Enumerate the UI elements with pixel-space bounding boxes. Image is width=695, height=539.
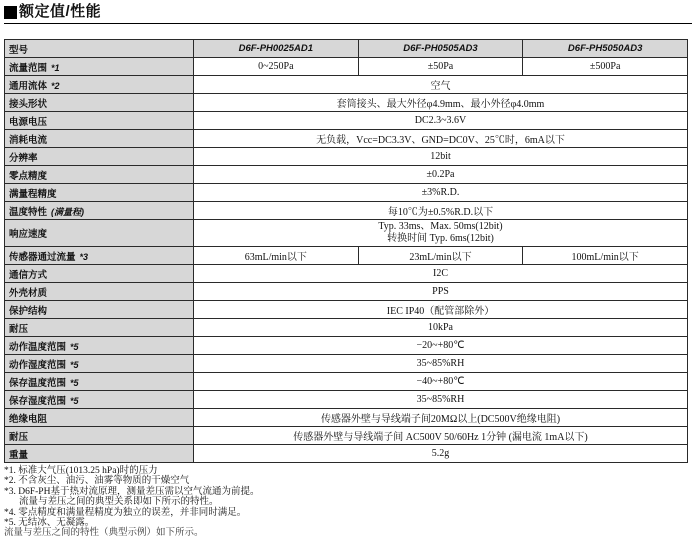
spec-value: 23mL/min以下 bbox=[358, 247, 523, 265]
spec-row bbox=[5, 265, 688, 283]
spec-value: ±50Pa bbox=[358, 58, 523, 76]
spec-value: ±3%R.D. bbox=[194, 184, 688, 202]
clipped-bottom-line bbox=[4, 528, 695, 539]
spec-row-label bbox=[5, 148, 194, 166]
spec-row-label-text: 传感器通过流量 bbox=[9, 251, 76, 263]
spec-value: I2C bbox=[194, 265, 688, 283]
spec-row-label-text: 绝缘电阻 bbox=[9, 413, 48, 425]
spec-row-label bbox=[5, 427, 194, 445]
spec-row-footnote-ref: (满量程) bbox=[51, 206, 85, 217]
spec-row-label bbox=[5, 373, 194, 391]
spec-row-label-text: 响应速度 bbox=[9, 229, 48, 240]
spec-row-label bbox=[5, 391, 194, 409]
spec-row-footnote-ref: *1 bbox=[51, 62, 60, 73]
spec-row bbox=[5, 301, 688, 319]
spec-row-footnote-ref: *5 bbox=[70, 377, 79, 388]
spec-row-label-text: 接头形状 bbox=[9, 98, 48, 110]
model-name: D6F-PH0025AD1 bbox=[194, 40, 359, 58]
spec-row bbox=[5, 220, 688, 247]
spec-row-label-text: 耐压 bbox=[9, 431, 29, 443]
spec-row-label-text: 零点精度 bbox=[9, 170, 48, 182]
model-name: D6F-PH5050AD3 bbox=[523, 40, 688, 58]
spec-row-footnote-ref: *5 bbox=[70, 359, 79, 370]
spec-row bbox=[5, 76, 688, 94]
spec-row-label bbox=[5, 283, 194, 301]
spec-row bbox=[5, 445, 688, 463]
title-rule bbox=[4, 23, 692, 24]
spec-row bbox=[5, 166, 688, 184]
spec-row bbox=[5, 355, 688, 373]
spec-row-footnote-ref: *5 bbox=[70, 341, 79, 352]
section-title-text: 额定值/性能 bbox=[19, 3, 102, 20]
spec-header-row bbox=[5, 40, 688, 58]
spec-value: 空气 bbox=[194, 76, 688, 94]
spec-row-footnote-ref: *5 bbox=[70, 395, 79, 406]
spec-value: 传感器外壁与导线端子间20MΩ以上(DC500V绝缘电阻) bbox=[194, 409, 688, 427]
spec-row-label bbox=[5, 445, 194, 463]
spec-row-label bbox=[5, 337, 194, 355]
spec-row-footnote-ref: *3 bbox=[79, 251, 89, 262]
footnote-line: *2. 不含灰尘、油污、油雾等物质的干燥空气 bbox=[4, 476, 190, 487]
spec-row-label-text: 重量 bbox=[9, 449, 29, 461]
spec-table bbox=[4, 39, 688, 463]
spec-row-label-text: 电源电压 bbox=[9, 116, 48, 128]
footnote-line: *4. 零点精度和满量程精度为独立的误差，并非同时满足。 bbox=[4, 507, 247, 518]
footnote-line: 流量与差压之间的典型关系即如下所示的特性。 bbox=[19, 497, 219, 508]
spec-row bbox=[5, 202, 688, 220]
spec-row bbox=[5, 283, 688, 301]
spec-value: 35~85%RH bbox=[194, 355, 688, 373]
spec-row bbox=[5, 409, 688, 427]
spec-row-label-text: 通信方式 bbox=[9, 269, 48, 281]
footnote-line: *1. 标准大气压(1013.25 hPa)时的压力 bbox=[4, 466, 158, 476]
spec-row-label bbox=[5, 409, 194, 427]
spec-value-line: Typ. 33ms、Max. 50ms(12bit) bbox=[378, 221, 503, 232]
spec-value: 12bit bbox=[194, 148, 688, 166]
clipped-bottom-text: 流量与差压之间的特性（典型示例）如下所示。 bbox=[4, 528, 204, 539]
spec-row bbox=[5, 112, 688, 130]
spec-row-label-text: 满量程精度 bbox=[9, 188, 57, 200]
model-header-label: 型号 bbox=[5, 40, 194, 58]
spec-row-label-text: 动作湿度范围 bbox=[9, 359, 67, 371]
spec-row-label-text: 保存湿度范围 bbox=[9, 395, 67, 407]
spec-row-label-text: 动作温度范围 bbox=[9, 341, 67, 353]
spec-row bbox=[5, 247, 688, 265]
spec-value-multiline bbox=[194, 220, 688, 247]
spec-value: 63mL/min以下 bbox=[194, 247, 359, 265]
model-name: D6F-PH0505AD3 bbox=[358, 40, 523, 58]
footnote-line: *3. D6F-PH基于热对流原理，测量差压需以空气流通为前提。 bbox=[4, 486, 260, 497]
spec-row bbox=[5, 130, 688, 148]
spec-row-label bbox=[5, 112, 194, 130]
spec-row-label-text: 外壳材质 bbox=[9, 287, 48, 299]
spec-row-label bbox=[5, 265, 194, 283]
spec-row-label bbox=[5, 301, 194, 319]
spec-value: ±500Pa bbox=[523, 58, 688, 76]
spec-value: −20~+80℃ bbox=[194, 337, 688, 355]
spec-row-label-text: 消耗电流 bbox=[9, 134, 48, 146]
section-bullet-icon bbox=[4, 6, 17, 19]
section-title bbox=[4, 3, 695, 21]
spec-value: 每10℃为±0.5%R.D.以下 bbox=[194, 202, 688, 220]
spec-row bbox=[5, 184, 688, 202]
spec-row-label-text: 保存温度范围 bbox=[9, 377, 67, 389]
footnotes bbox=[4, 466, 695, 528]
spec-value: 10kPa bbox=[194, 319, 688, 337]
spec-row bbox=[5, 337, 688, 355]
spec-row-label-text: 耐压 bbox=[9, 323, 29, 335]
spec-value: 传感器外壁与导线端子间 AC500V 50/60Hz 1分钟 (漏电流 1mA以下) bbox=[194, 427, 688, 445]
spec-row bbox=[5, 373, 688, 391]
spec-value: 100mL/min以下 bbox=[523, 247, 688, 265]
spec-row-footnote-ref: *2 bbox=[51, 80, 60, 91]
spec-value: PPS bbox=[194, 283, 688, 301]
spec-value: 5.2g bbox=[194, 445, 688, 463]
spec-value: DC2.3~3.6V bbox=[194, 112, 688, 130]
spec-row-label bbox=[5, 355, 194, 373]
spec-row bbox=[5, 94, 688, 112]
spec-row-label-text: 分辨率 bbox=[9, 152, 38, 164]
spec-row-label bbox=[5, 202, 194, 220]
spec-value: 套筒接头、最大外径φ4.9mm、最小外径φ4.0mm bbox=[194, 94, 688, 112]
spec-value: 35~85%RH bbox=[194, 391, 688, 409]
spec-value: −40~+80℃ bbox=[194, 373, 688, 391]
spec-row bbox=[5, 391, 688, 409]
spec-row bbox=[5, 319, 688, 337]
spec-row-label bbox=[5, 94, 194, 112]
spec-value: 0~250Pa bbox=[194, 58, 359, 76]
spec-row-label bbox=[5, 58, 194, 76]
footnote-line: *5. 无结冰、无凝露。 bbox=[4, 518, 95, 529]
spec-row-label bbox=[5, 319, 194, 337]
spec-row-label-text: 通用流体 bbox=[9, 80, 48, 92]
spec-row-label-text: 保护结构 bbox=[9, 305, 48, 317]
spec-row-label bbox=[5, 247, 194, 265]
spec-row bbox=[5, 427, 688, 445]
spec-row-label bbox=[5, 184, 194, 202]
spec-row-label-text: 流量范围 bbox=[9, 62, 48, 74]
spec-row bbox=[5, 148, 688, 166]
spec-row-label bbox=[5, 76, 194, 94]
spec-row bbox=[5, 58, 688, 76]
spec-row-label bbox=[5, 220, 194, 247]
spec-row-label-text: 温度特性 bbox=[9, 206, 48, 218]
spec-row-label bbox=[5, 130, 194, 148]
spec-value: IEC IP40（配管部除外） bbox=[194, 301, 688, 319]
spec-value-line: 转换时间 Typ. 6ms(12bit) bbox=[387, 233, 494, 244]
spec-value: 无负载，Vcc=DC3.3V、GND=DC0V、25℃时，6mA以下 bbox=[194, 130, 688, 148]
spec-value: ±0.2Pa bbox=[194, 166, 688, 184]
spec-row-label bbox=[5, 166, 194, 184]
